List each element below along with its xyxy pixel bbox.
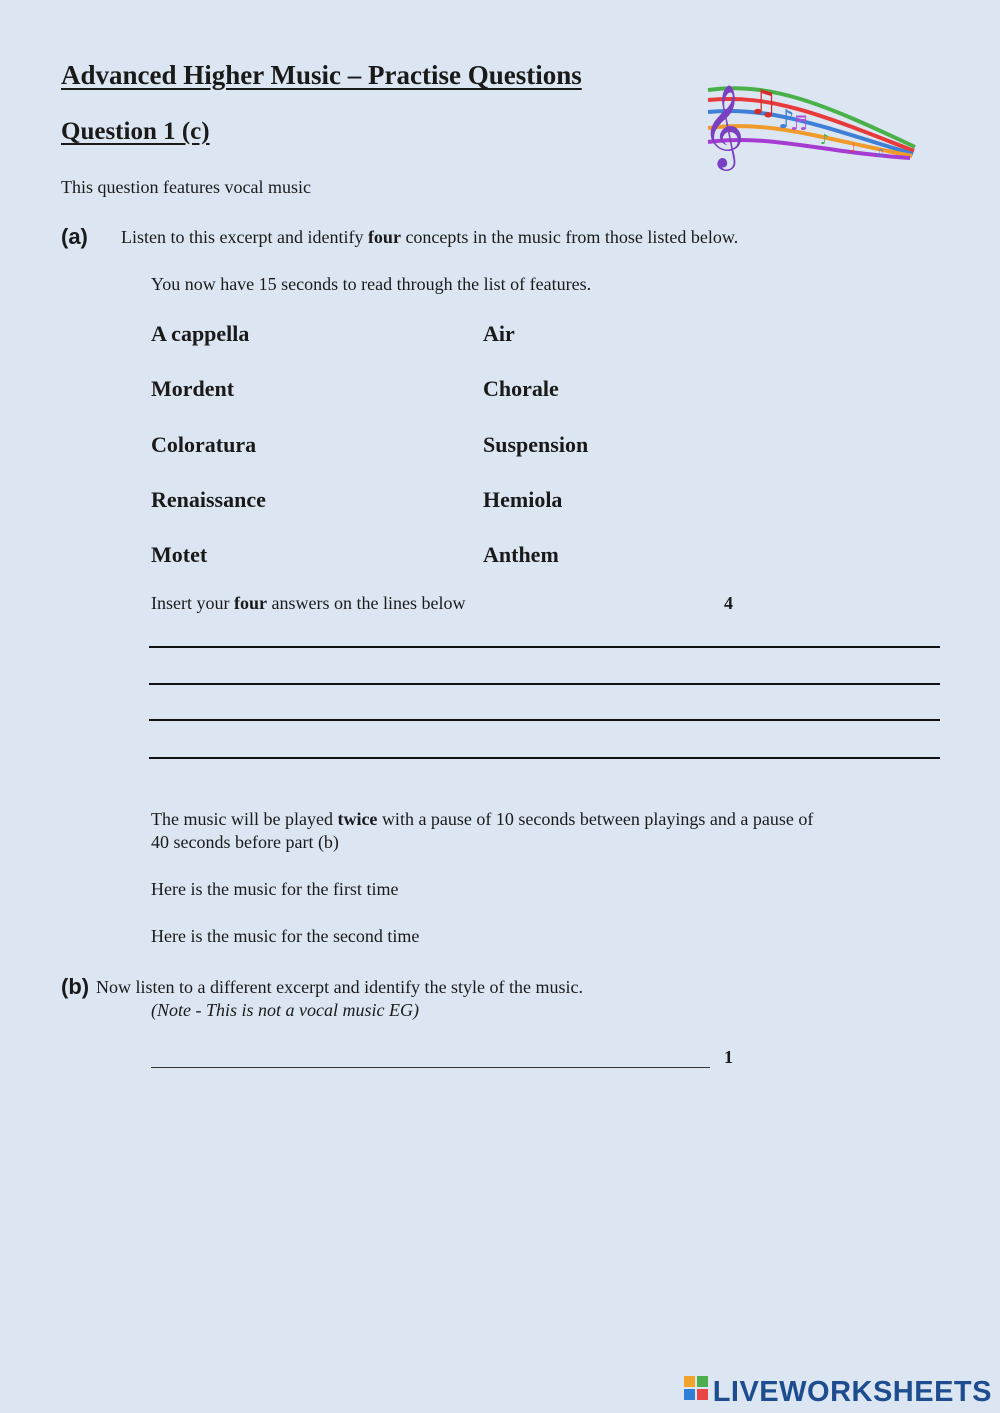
concept-item: Chorale xyxy=(483,376,559,401)
played-twice-text xyxy=(151,809,813,830)
answer-line-2[interactable] xyxy=(149,683,940,685)
concept-item: Hemiola xyxy=(483,487,563,512)
insert-text-end: answers on the lines below xyxy=(266,593,466,613)
played-text: The music will be played xyxy=(151,809,338,829)
concept-item: Motet xyxy=(151,542,208,567)
instruction-emphasis: four xyxy=(367,227,401,247)
liveworksheets-watermark xyxy=(683,1375,992,1409)
concept-item: Coloratura xyxy=(151,432,257,457)
insert-answers-text xyxy=(151,593,465,614)
played-emphasis: twice xyxy=(337,809,378,829)
page-title: Advanced Higher Music – Practise Questions xyxy=(61,60,582,90)
concept-item: Air xyxy=(483,321,515,346)
concept-item: Suspension xyxy=(483,432,589,457)
svg-text:♫: ♫ xyxy=(748,83,779,123)
part-a-instruction xyxy=(121,227,738,248)
answer-line-4[interactable] xyxy=(149,757,940,759)
question-heading: Question 1 (c) xyxy=(61,118,210,145)
reading-time-text: You now have 15 seconds to read through the list of features. xyxy=(151,274,592,294)
music-notes-icon xyxy=(700,72,920,172)
instruction-text: Listen to this excerpt and identify xyxy=(121,227,368,247)
played-text-end: with a pause of 10 seconds between playings and a pause of xyxy=(377,809,814,829)
part-b-instruction: Now listen to a different excerpt and identify the style of the music. xyxy=(96,977,584,997)
insert-emphasis: four xyxy=(233,593,267,613)
intro-text: This question features vocal music xyxy=(61,177,311,197)
part-a-label: (a) xyxy=(61,224,88,249)
answer-line-3[interactable] xyxy=(149,719,940,721)
answer-line-1[interactable] xyxy=(149,646,940,648)
liveworksheets-logo-icon xyxy=(683,1375,709,1409)
played-twice-text-line2: 40 seconds before part (b) xyxy=(151,832,339,852)
marks-part-b: 1 xyxy=(724,1047,733,1067)
second-time-text: Here is the music for the second time xyxy=(151,926,420,946)
concept-item: Renaissance xyxy=(151,487,266,512)
svg-text:♪: ♪ xyxy=(778,105,795,135)
first-time-text: Here is the music for the first time xyxy=(151,879,399,899)
part-b-label: (b) xyxy=(61,974,90,999)
concept-item: Anthem xyxy=(483,542,559,567)
svg-text:♬: ♬ xyxy=(790,111,808,135)
instruction-text-end: concepts in the music from those listed below. xyxy=(400,227,739,247)
marks-part-a: 4 xyxy=(724,593,733,613)
svg-text:𝄞: 𝄞 xyxy=(702,83,745,167)
part-b-note: (Note - This is not a vocal music EG) xyxy=(151,1000,419,1020)
answer-line-part-b[interactable] xyxy=(151,1067,710,1068)
svg-text:♫: ♫ xyxy=(876,148,885,159)
svg-text:♩: ♩ xyxy=(850,141,856,155)
concept-item: Mordent xyxy=(151,376,235,401)
watermark-text: LIVEWORKSHEETS xyxy=(712,1375,992,1408)
insert-text: Insert your xyxy=(151,593,234,613)
svg-text:♪: ♪ xyxy=(820,132,829,148)
concept-item: A cappella xyxy=(151,321,250,346)
